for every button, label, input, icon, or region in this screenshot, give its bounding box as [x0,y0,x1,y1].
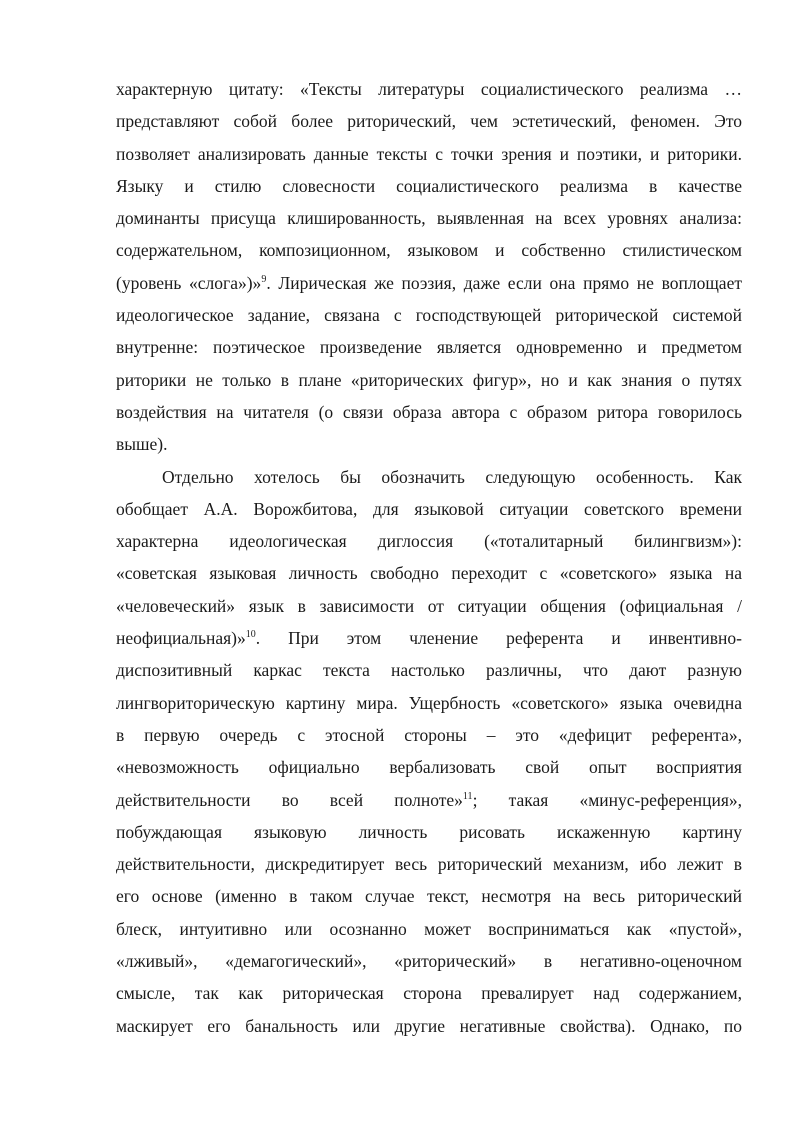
text-fragment: . Лирическая же поэзия, даже если она прямо не воплощает [266,272,742,293]
footnote-ref-11[interactable]: 11 [462,790,473,802]
text-line: смысле, так как риторическая сторона превалирует над содержанием, [116,983,742,1004]
text-fragment: неофициальная)» [116,628,246,649]
footnote-ref-10[interactable]: 10 [245,629,256,641]
text-line: действительности, дискредитирует весь риторический механизм, ибо лежит в [116,854,742,875]
text-line: характерна идеологическая диглоссия («тоталитарный билингвизм»): [116,531,742,552]
text-line: «человеческий» язык в зависимости от ситуации общения (официальная / [116,595,742,616]
text-line: представляют собой более риторический, чем эстетический, феномен. Это [116,111,742,132]
text-line: Отдельно хотелось бы обозначить следующую особенность. Как [162,466,742,487]
text-line: характерную цитату: «Тексты литературы социалистического реализма … [116,79,742,99]
text-line: идеологическое задание, связана с господствующей риторической системой [116,305,742,326]
text-line: лингвориторическую картину мира. Ущербность «советского» языка очевидна [116,692,742,713]
text-line [116,267,742,299]
text-line: его основе (именно в таком случае текст, несмотря на весь риторический [116,886,742,907]
text-line: маскирует его банальность или другие негативные свойства). Однако, по [116,1015,742,1036]
text-line: Языку и стилю словесности социалистического реализма в качестве [116,175,742,196]
text-fragment: . При этом членение референта и инвентивно- [255,628,742,649]
text-line: «советская языковая личность свободно переходит с «советского» языка на [116,563,742,584]
text-line: позволяет анализировать данные тексты с точки зрения и поэтики, и риторики. [116,143,742,164]
text-line: содержательном, композиционном, языковом и собственно стилистическом [116,240,742,261]
text-line: «невозможность официально вербализовать свой опыт восприятия [116,757,742,778]
text-line: доминанты присуща клишированность, выявленная на всех уровнях анализа: [116,208,742,229]
text-fragment: (уровень «слога»)» [116,272,262,293]
text-line [116,784,742,816]
body-paragraph-1 [116,73,742,461]
text-line: обобщает А.А. Ворожбитова, для языковой ситуации советского времени [116,498,742,519]
text-line: побуждающая языковую личность рисовать искаженную картину [116,821,742,842]
text-line: «лживый», «демагогический», «риторический» в негативно-оценочном [116,951,742,972]
text-fragment: действительности во всей полноте» [116,789,463,810]
text-line: блеск, интуитивно или осознанно может восприниматься как «пустой», [116,918,742,939]
footnote-ref-9[interactable]: 9 [261,273,267,285]
text-line: внутренне: поэтическое произведение является одновременно и предметом [116,337,742,358]
body-paragraph-2 [116,461,742,1042]
text-line: выше). [116,434,168,455]
text-fragment: ; такая «минус-референция», [472,789,742,810]
text-line: диспозитивный каркас текста настолько различны, что дают разную [116,660,742,681]
document-page [116,73,742,1042]
text-line: риторики не только в плане «риторических фигур», но и как знания о путях [116,369,742,390]
text-line: воздействия на читателя (о связи образа автора с образом ритора говорилось [116,401,742,422]
text-line: в первую очередь с этосной стороны – это «дефицит референта», [116,724,742,745]
text-line [116,622,742,654]
